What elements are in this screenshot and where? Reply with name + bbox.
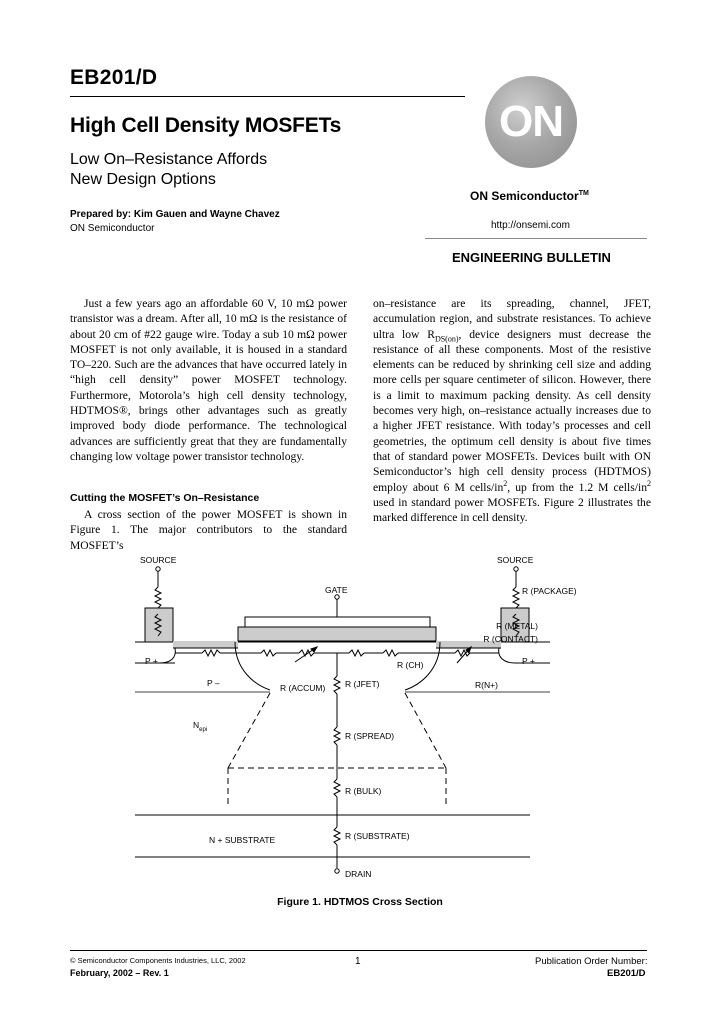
- n-epi-text: N: [193, 720, 200, 730]
- copyright: © Semiconductor Components Industries, LLC, 2002: [70, 956, 246, 965]
- revision-date: February, 2002 – Rev. 1: [70, 968, 169, 978]
- section-paragraph-block: [70, 507, 347, 553]
- right-column: [373, 296, 651, 525]
- r-ch-label: R (CH): [397, 660, 424, 670]
- brand-name: [470, 189, 589, 203]
- footer-rule: [70, 950, 647, 951]
- source-right-terminal: [514, 567, 518, 571]
- brand-name-text: ON Semiconductor: [470, 189, 579, 203]
- r-substrate-resistor: [334, 827, 340, 845]
- gate-electrode: [245, 617, 430, 627]
- website-link[interactable]: http://onsemi.com: [491, 220, 570, 231]
- section-paragraph: A cross section of the power MOSFET is shown in Figure 1. The major contributors to the standard MOSFET’s: [70, 508, 347, 552]
- rdson-subscript: DS(on): [434, 333, 459, 343]
- r-ch-resistor: [383, 650, 398, 656]
- logo-text: ON: [499, 97, 563, 146]
- drain-label: DRAIN: [345, 869, 372, 879]
- r-package-label: R (PACKAGE): [522, 586, 577, 596]
- hdtmos-cross-section-diagram: [135, 550, 577, 890]
- drain-terminal: [335, 869, 339, 873]
- gate-label: GATE: [325, 585, 348, 595]
- r-jfet-label: R (JFET): [345, 679, 380, 689]
- superscript-2: 2: [647, 478, 651, 488]
- r-source-left-resistor: [202, 650, 220, 656]
- r-accum-label: R (ACCUM): [280, 683, 326, 693]
- figure-caption: Figure 1. HDTMOS Cross Section: [277, 896, 443, 908]
- p-minus-label: P –: [207, 678, 220, 688]
- n-epi-subscript: epi: [199, 727, 208, 733]
- subtitle-line-1: Low On–Resistance Affords: [70, 151, 268, 168]
- p-body-left-curve: [235, 642, 270, 690]
- r-spread-resistor: [334, 727, 340, 745]
- p-plus-left-label: P +: [145, 656, 158, 666]
- author-organization: ON Semiconductor: [70, 223, 155, 234]
- r-nplus-label: R(N+): [475, 680, 498, 690]
- intro-paragraph-block: [70, 296, 347, 464]
- intro-paragraph: Just a few years ago an affordable 60 V, 10 mΩ power transistor was a dream. After all, 10 mΩ is the resistance of about 20 cm of #22 gauge wire. Today a sub 10 mΩ power MOSFET is not only available, it is housed in a standard TO–220. Such are the advances that have occurred lately in “high cell density” power MOSFET technology. Furthermore, Motorola’s high cell density technology, HDTMOS®, brings other advantages such as greatly improved body diode performance. The technological advances are sufficiently great that they are fundamentally changing low voltage power transistor technology.: [70, 297, 347, 463]
- authors-block: [70, 208, 280, 236]
- publication-number: EB201/D: [607, 968, 646, 979]
- p-plus-right-label: P +: [522, 656, 535, 666]
- page-number: 1: [355, 956, 361, 967]
- n-epi-label: [193, 720, 207, 733]
- n-substrate-label: N + SUBSTRATE: [209, 835, 276, 845]
- r-bulk-label: R (BULK): [345, 786, 382, 796]
- r-substrate-label: R (SUBSTRATE): [345, 831, 410, 841]
- r-spread-label: R (SPREAD): [345, 731, 395, 741]
- right-text-a: on–resistance are its spreading, channel, JFET, accumulation region, and substrate resistances. To achieve ultra low R: [373, 297, 651, 341]
- r-jfet-resistor: [334, 676, 340, 694]
- publication-label: Publication Order Number:: [535, 956, 648, 967]
- page-title: High Cell Density MOSFETs: [70, 114, 342, 137]
- gate-oxide: [238, 627, 436, 641]
- spread-boundary-right: [405, 693, 446, 768]
- right-paragraph: [373, 296, 651, 525]
- section-heading: Cutting the MOSFET’s On–Resistance: [70, 492, 260, 504]
- document-number: EB201/D: [70, 66, 158, 89]
- prepared-label: Prepared by:: [70, 209, 132, 220]
- gate-terminal: [335, 595, 339, 599]
- subtitle-line-2: New Design Options: [70, 171, 216, 188]
- r-package-left-resistor: [155, 587, 161, 608]
- r-package-right-resistor: [513, 587, 519, 608]
- author-names: Kim Gauen and Wayne Chavez: [133, 209, 280, 220]
- subtitle: [70, 150, 267, 190]
- r-metal-label: R (METAL): [496, 621, 538, 631]
- url-rule: [425, 238, 647, 239]
- r-bulk-resistor: [334, 779, 340, 797]
- right-text-d: used in standard power MOSFETs. Figure 2 illustrates the marked difference in cell density.: [373, 495, 651, 525]
- source-left-label: SOURCE: [140, 555, 177, 565]
- superscript-1: 2: [503, 478, 508, 488]
- header-rule: [70, 96, 465, 97]
- source-left-terminal: [156, 567, 160, 571]
- r-contact-label: R (CONTACT): [483, 634, 538, 644]
- bulletin-heading: ENGINEERING BULLETIN: [452, 250, 611, 265]
- trademark: TM: [578, 190, 589, 197]
- spread-boundary-left: [228, 693, 270, 768]
- right-text-c: , up from the 1.2 M cells/in: [507, 480, 647, 494]
- right-text-b: , device designers must decrease the resistance of all these components. Most of the resistive elements can be reduced by shrinking cell size and adding more cells per square centimeter of silicon. However, there is a limit to maximum packing density. As cell density becomes very high, on–resistance actually increases due to a higher JFET resistance. With today’s processes and cell geometries, the optimum cell density is about five times that of standard power MOSFETs. Devices built with ON Semiconductor’s high cell density process (HDTMOS) employ about 6 M cells/in: [373, 327, 651, 494]
- source-right-label: SOURCE: [497, 555, 534, 565]
